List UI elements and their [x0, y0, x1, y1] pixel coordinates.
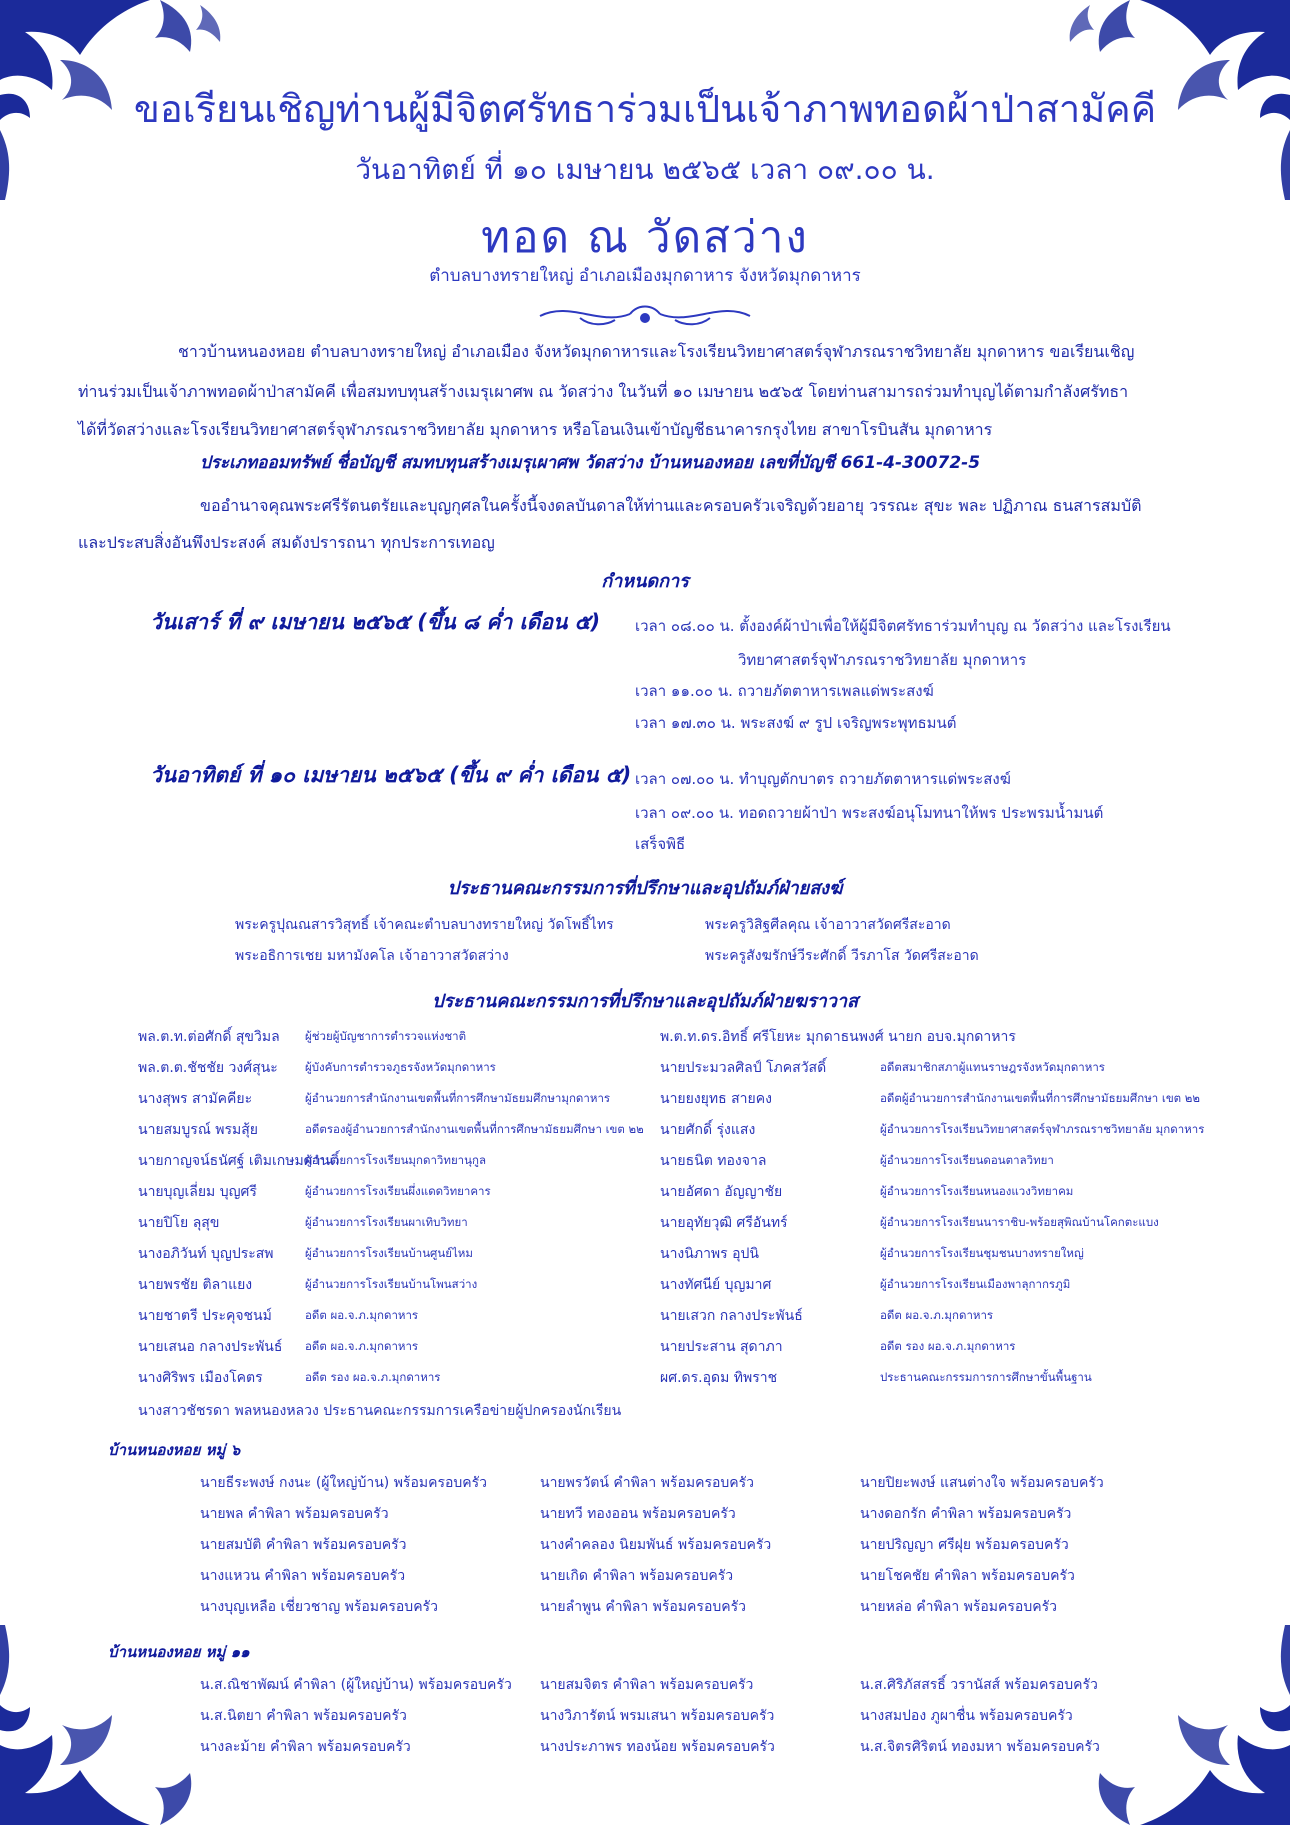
monk-entry: พระครูวิสิฐศีลคุณ เจ้าอาวาสวัดศรีสะอาด	[705, 917, 951, 933]
village6-member: นางคำคลอง นิยมพันธ์ พร้อมครอบครัว	[540, 1537, 772, 1553]
laity-position: ผู้บังคับการตำรวจภูธรจังหวัดมุกดาหาร	[305, 1060, 496, 1074]
village6-member: นายโชคชัย คำพิลา พร้อมครอบครัว	[860, 1568, 1075, 1584]
laity-position: อดีต รอง ผอ.จ.ภ.มุกดาหาร	[880, 1339, 1016, 1353]
laity-name: นายกาญจน์ธนัศฐ์ เติมเกษมศานติ์	[138, 1153, 340, 1169]
laity-position: ผู้อำนวยการโรงเรียนชุมชนบางทรายใหญ่	[880, 1246, 1084, 1260]
laity-name: นายยงยุทธ สายคง	[660, 1091, 772, 1107]
laity-name: นายพรชัย ติลาแยง	[138, 1277, 253, 1293]
laity-heading: ประธานคณะกรรมการที่ปรึกษาและอุปถัมภ์ฝ่ายฆราวาส	[432, 991, 858, 1012]
laity-position: ผู้อำนวยการสำนักงานเขตพื้นที่การศึกษามัธยมศึกษามุกดาหาร	[305, 1091, 611, 1105]
village11-member: น.ส.ณิชาพัฒน์ คำพิลา (ผู้ใหญ่บ้าน) พร้อมครอบครัว	[200, 1677, 512, 1693]
laity-position: ผู้อำนวยการโรงเรียนวิทยาศาสตร์จุฬาภรณราชวิทยาลัย มุกดาหาร	[880, 1122, 1205, 1136]
laity-position: ผู้อำนวยการโรงเรียนมุกดาวิทยานุกูล	[305, 1153, 487, 1167]
village11-member: น.ส.จิตรศิริตน์ ทองมหา พร้อมครอบครัว	[860, 1739, 1100, 1755]
event-place: ทอด ณ วัดสว่าง	[481, 212, 809, 263]
laity-position: ผู้อำนวยการโรงเรียนนาราชิบ-พร้อยสุพิณบ้านโคกตะแบง	[880, 1215, 1159, 1229]
village11-member: น.ส.นิตยา คำพิลา พร้อมครอบครัว	[200, 1708, 407, 1724]
intro-line-3: ได้ที่วัดสว่างและโรงเรียนวิทยาศาสตร์จุฬาภรณราชวิทยาลัย มุกดาหาร หรือโอนเงินเข้าบัญชีธนาคารกรุงไทย สาขาโรบินสัน มุกดาหาร	[78, 420, 993, 439]
laity-name: นายสมบูรณ์ พรมสุ้ย	[138, 1122, 258, 1138]
monk-entry: พระครูสังฆรักษ์วีระศักดิ์ วีรภาโส วัดศรีสะอาด	[705, 948, 979, 964]
village6-heading: บ้านหนองหอย หมู่ ๖	[108, 1441, 241, 1459]
laity-position: อดีต ผอ.จ.ภ.มุกดาหาร	[305, 1339, 419, 1353]
schedule-heading: กำหนดการ	[601, 571, 689, 592]
day1-item: วิทยาศาสตร์จุฬาภรณราชวิทยาลัย มุกดาหาร	[738, 651, 1027, 669]
village11-member: นางละม้าย คำพิลา พร้อมครอบครัว	[200, 1739, 411, 1755]
laity-position: อดีต ผอ.จ.ภ.มุกดาหาร	[880, 1308, 994, 1322]
intro-line-1: ชาวบ้านหนองหอย ตำบลบางทรายใหญ่ อำเภอเมือง จังหวัดมุกดาหารและโรงเรียนวิทยาศาสตร์จุฬาภรณราชวิทยาลัย มุกดาหาร ขอเรียนเชิญ	[178, 342, 1135, 361]
village11-member: นางวิภารัตน์ พรมเสนา พร้อมครอบครัว	[540, 1708, 775, 1724]
day1-item: เวลา ๐๘.๐๐ น. ตั้งองค์ผ้าป่าเพื่อให้ผู้มีจิตศรัทธาร่วมทำบุญ ณ วัดสว่าง และโรงเรียน	[635, 617, 1171, 635]
laity-name: นางอภิวันท์ บุญประสพ	[138, 1246, 274, 1262]
laity-position: ผู้ช่วยผู้บัญชาการตำรวจแห่งชาติ	[305, 1029, 467, 1043]
laity-name: นายอัศดา อัญญาชัย	[660, 1184, 783, 1200]
monks-heading: ประธานคณะกรรมการที่ปรึกษาและอุปถัมภ์ฝ่ายสงฆ์	[447, 878, 843, 899]
laity-name: พล.ต.ท.ต่อศักดิ์ สุขวิมล	[138, 1029, 280, 1045]
village6-member: นายปริญญา ศรีฝุย พร้อมครอบครัว	[860, 1537, 1069, 1553]
village6-member: นางดอกรัก คำพิลา พร้อมครอบครัว	[860, 1506, 1072, 1522]
laity-position: อดีตสมาชิกสภาผู้แทนราษฎรจังหวัดมุกดาหาร	[880, 1060, 1105, 1074]
village11-heading: บ้านหนองหอย หมู่ ๑๑	[108, 1643, 250, 1661]
village6-member: นายปิยะพงษ์ แสนต่างใจ พร้อมครอบครัว	[860, 1475, 1104, 1491]
day2-item: เวลา ๐๙.๐๐ น. ทอดถวายผ้าป่า พระสงฆ์อนุโมทนาให้พร ประพรมน้ำมนต์	[635, 804, 1104, 822]
laity-position: ผู้อำนวยการโรงเรียนบ้านศูนย์ไหม	[305, 1246, 473, 1260]
laity-position: ผู้อำนวยการโรงเรียนผาเทิบวิทยา	[305, 1215, 468, 1229]
day2-item: เวลา ๐๗.๐๐ น. ทำบุญตักบาตร ถวายภัตตาหารแด่พระสงฆ์	[635, 770, 1011, 788]
village6-member: นายลำพูน คำพิลา พร้อมครอบครัว	[540, 1599, 746, 1615]
laity-name: นายศักดิ์ รุ่งแสง	[660, 1122, 756, 1138]
event-date: วันอาทิตย์ ที่ ๑๐ เมษายน ๒๕๖๕ เวลา ๐๙.๐๐ น.	[355, 153, 935, 186]
laity-position: ผู้อำนวยการโรงเรียนดอนตาลวิทยา	[880, 1153, 1054, 1167]
laity-name: พ.ต.ท.ดร.อิทธิ์ ศรีโยหะ มุกดาธนพงศ์ นายก อบจ.มุกดาหาร	[660, 1029, 1016, 1045]
village6-member: นายพล คำพิลา พร้อมครอบครัว	[200, 1506, 389, 1522]
laity-name: นางศิริพร เมืองโคตร	[138, 1370, 263, 1386]
bank-account: ประเภทออมทรัพย์ ชื่อบัญชี สมทบทุนสร้างเมรุเผาศพ วัดสว่าง บ้านหนองหอย เลขที่บัญชี 661-4-30072-5	[200, 453, 981, 473]
laity-name: นางนิภาพร อุปนิ	[660, 1246, 759, 1262]
village11-member: นางประภาพร ทองน้อย พร้อมครอบครัว	[540, 1739, 775, 1755]
laity-name: นายประสาน สุดาภา	[660, 1339, 783, 1355]
blessing-line-1: ขออำนาจคุณพระศรีรัตนตรัยและบุญกุศลในครั้งนี้จงดลบันดาลให้ท่านและครอบครัวเจริญด้วยอายุ วรรณะ สุขะ พละ ปฏิภาณ ธนสารสมบัติ	[200, 496, 1142, 515]
laity-name: ผศ.ดร.อุดม ทิพราช	[660, 1370, 778, 1386]
day2-item: เสร็จพิธี	[635, 835, 686, 853]
day1-item: เวลา ๑๑.๐๐ น. ถวายภัตตาหารเพลแด่พระสงฆ์	[635, 682, 934, 700]
village6-member: นายสมบัติ คำพิลา พร้อมครอบครัว	[200, 1537, 407, 1553]
village11-member: น.ส.ศิริภัสสรธิ์ วรานัสส์ พร้อมครอบครัว	[860, 1677, 1098, 1693]
laity-position: ผู้อำนวยการโรงเรียนเมืองพาลุกากรภูมิ	[880, 1277, 1071, 1291]
intro-line-2: ท่านร่วมเป็นเจ้าภาพทอดผ้าป่าสามัคคี เพื่อสมทบทุนสร้างเมรุเผาศพ ณ วัดสว่าง ในวันที่ ๑๐ เมษายน ๒๕๖๕ โดยท่านสามารถร่วมทำบุญได้ตามกำลังศรัทธา	[78, 382, 1129, 401]
laity-position: ผู้อำนวยการโรงเรียนบ้านโพนสว่าง	[305, 1277, 478, 1291]
event-address: ตำบลบางทรายใหญ่ อำเภอเมืองมุกดาหาร จังหวัดมุกดาหาร	[429, 266, 861, 286]
laity-name: พล.ต.ต.ชัชชัย วงศ์สุนะ	[138, 1060, 278, 1076]
laity-position: ประธานคณะกรรมการการศึกษาขั้นพื้นฐาน	[880, 1370, 1092, 1384]
laity-name: นายธนิต ทองจาล	[660, 1153, 767, 1169]
blessing-line-2: และประสบสิ่งอันพึงประสงค์ สมดังปรารถนา ทุกประการเทอญ	[78, 533, 495, 552]
village6-member: นายหล่อ คำพิลา พร้อมครอบครัว	[860, 1599, 1057, 1615]
divider-ornament	[520, 296, 770, 332]
village6-member: นายธีระพงษ์ กงนะ (ผู้ใหญ่บ้าน) พร้อมครอบครัว	[200, 1475, 488, 1491]
laity-name: นายชาตรี ประคุจชนม์	[138, 1308, 272, 1324]
laity-name: นายบุญเลี่ยม บุญศรี	[138, 1184, 257, 1200]
laity-position: ผู้อำนวยการโรงเรียนหนองแวงวิทยาคม	[880, 1184, 1074, 1198]
monk-entry: พระครูปุณณสารวิสุทธิ์ เจ้าคณะตำบลบางทรายใหญ่ วัดโพธิ์ไทร	[235, 917, 614, 933]
laity-position: อดีตรองผู้อำนวยการสำนักงานเขตพื้นที่การศึกษามัธยมศึกษา เขต ๒๒	[305, 1122, 644, 1136]
day2-label: วันอาทิตย์ ที่ ๑๐ เมษายน ๒๕๖๕ (ขึ้น ๙ ค่ำ เดือน ๕)	[150, 763, 632, 787]
laity-name: นายเสวก กลางประพันธ์	[660, 1308, 803, 1324]
laity-position: อดีต ผอ.จ.ภ.มุกดาหาร	[305, 1308, 419, 1322]
day1-item: เวลา ๑๗.๓๐ น. พระสงฆ์ ๙ รูป เจริญพระพุทธมนต์	[635, 714, 957, 732]
monk-entry: พระอธิการเชย มหามังคโล เจ้าอาวาสวัดสว่าง	[235, 948, 509, 964]
village6-member: นางบุญเหลือ เชี่ยวชาญ พร้อมครอบครัว	[200, 1599, 438, 1615]
laity-name: นายประมวลศิลป์ โภคสวัสดิ์	[660, 1060, 827, 1076]
corner-ornament-bottom-right	[1060, 1625, 1290, 1825]
day1-label: วันเสาร์ ที่ ๙ เมษายน ๒๕๖๕ (ขึ้น ๘ ค่ำ เดือน ๕)	[150, 610, 601, 634]
village6-member: นายพรวัตน์ คำพิลา พร้อมครอบครัว	[540, 1475, 755, 1491]
laity-position: อดีต รอง ผอ.จ.ภ.มุกดาหาร	[305, 1370, 441, 1384]
laity-name: นางทัศนีย์ บุญมาศ	[660, 1277, 772, 1293]
laity-name: นายเสนอ กลางประพันธ์	[138, 1339, 283, 1355]
laity-name: นางสุพร สามัคคียะ	[138, 1091, 253, 1107]
laity-position: ผู้อำนวยการโรงเรียนผึ่งแดดวิทยาคาร	[305, 1184, 491, 1198]
invitation-title: ขอเรียนเชิญท่านผู้มีจิตศรัทธาร่วมเป็นเจ้าภาพทอดผ้าป่าสามัคคี	[133, 87, 1157, 131]
village11-member: นางสมปอง ภูผาชื่น พร้อมครอบครัว	[860, 1708, 1073, 1724]
laity-last-row: นางสาวชัชรดา พลหนองหลวง ประธานคณะกรรมการเครือข่ายผู้ปกครองนักเรียน	[138, 1403, 622, 1419]
village11-member: นายสมจิตร คำพิลา พร้อมครอบครัว	[540, 1677, 754, 1693]
village6-member: นายทวี ทองออน พร้อมครอบครัว	[540, 1506, 736, 1522]
village6-member: นายเกิด คำพิลา พร้อมครอบครัว	[540, 1568, 734, 1584]
village6-member: นางแหวน คำพิลา พร้อมครอบครัว	[200, 1568, 406, 1584]
laity-position: อดีตผู้อำนวยการสำนักงานเขตพื้นที่การศึกษามัธยมศึกษา เขต ๒๒	[880, 1091, 1200, 1105]
laity-name: นายปิโย ลุสุข	[138, 1215, 220, 1231]
laity-name: นายอุทัยวุฒิ ศรีอันทร์	[660, 1215, 788, 1231]
